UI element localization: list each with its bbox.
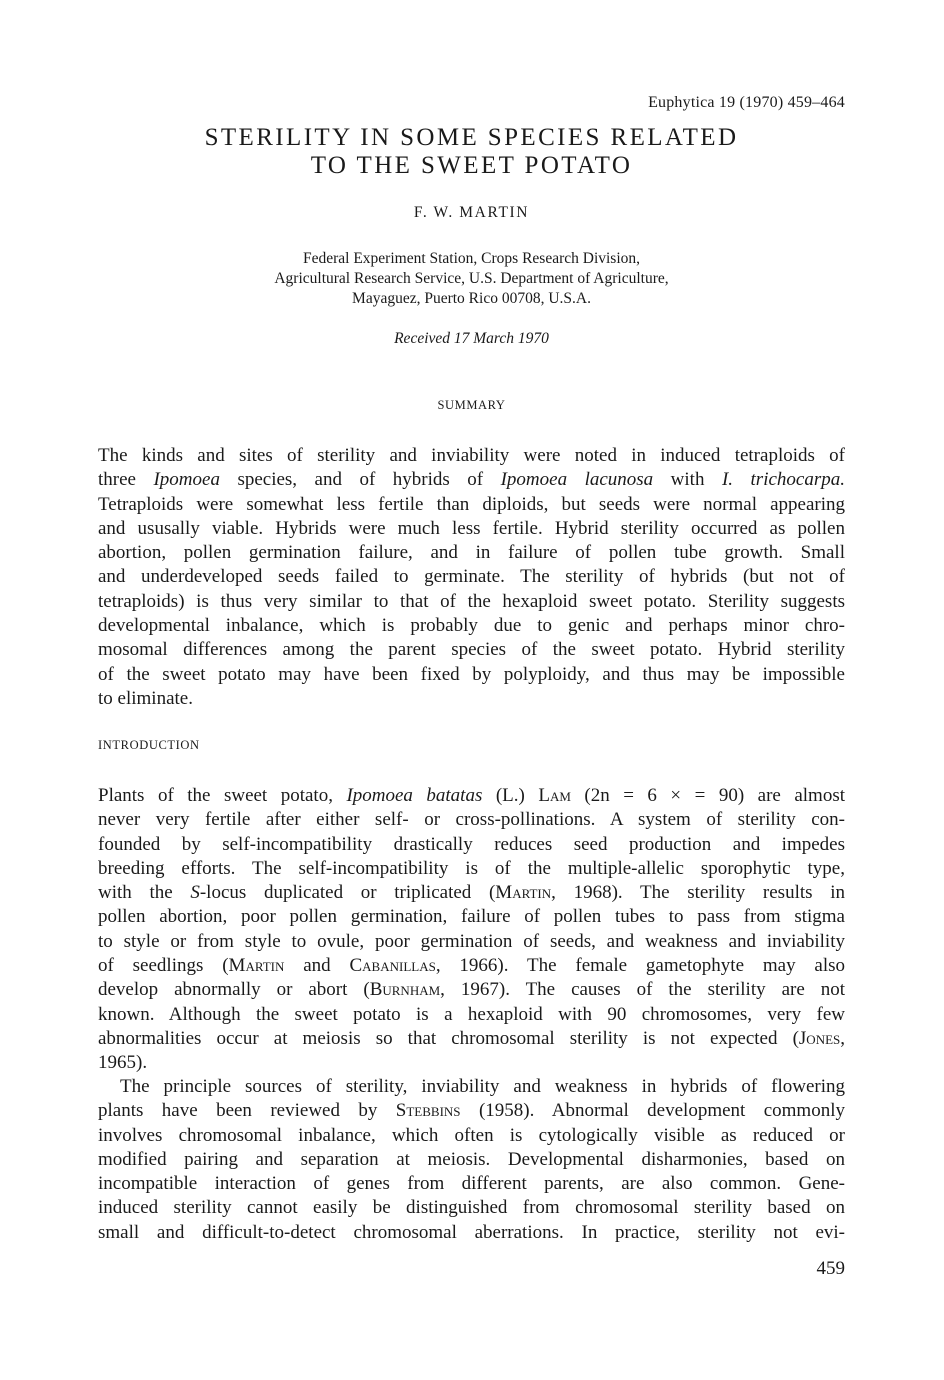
summary-paragraph [98,444,845,711]
text-line: induced sterility cannot easily be distinguished from chromosomal sterility based on [98,1197,845,1219]
text-line: modified pairing and separation at meiosis. Developmental disharmonies, based on [98,1148,845,1170]
text-line: breeding efforts. The self-incompatibility is of the multiple-allelic sporophytic type, [98,857,845,879]
text-line: 1965). [98,1052,148,1074]
introduction-paragraph-2 [98,1075,845,1245]
text-line: The principle sources of sterility, inviability and weakness in hybrids of flowering [120,1076,845,1097]
text-line: abnormalities occur at meiosis so that chromosomal sterility is not expected (Jones, [98,1027,845,1049]
text-line: abortion, pollen germination failure, and in failure of pollen tube growth. Small [98,542,845,564]
text-line: pollen abortion, poor pollen germination, failure of pollen tubes to pass from stigma [98,906,845,928]
affiliation-line-2: Agricultural Research Service, U.S. Department of Agriculture, [274,270,669,287]
summary-heading: SUMMARY [437,398,506,412]
text-line: incompatible interaction of genes from different parents, are also common. Gene- [98,1173,845,1195]
paper-page [98,0,845,1380]
article-title-line-2: TO THE SWEET POTATO [310,152,633,179]
introduction-paragraph-1 [98,784,845,1076]
text-line: three Ipomoea species, and of hybrids of Ipomoea lacunosa with I. trichocarpa. [98,469,845,491]
affiliation-line-3: Mayaguez, Puerto Rico 00708, U.S.A. [352,290,591,307]
text-line: and underdeveloped seeds failed to germinate. The sterility of hybrids (but not of [98,566,845,588]
text-line: known. Although the sweet potato is a hexaploid with 90 chromosomes, very few [98,1003,845,1025]
article-title-line-1: STERILITY IN SOME SPECIES RELATED [204,124,739,151]
affiliation-line-1: Federal Experiment Station, Crops Research Division, [302,250,641,267]
introduction-heading: INTRODUCTION [98,738,200,752]
text-line: and ususally viable. Hybrids were much less fertile. Hybrid sterility occurred as pollen [98,517,845,539]
text-line: tetraploids) is thus very similar to that of the hexaploid sweet potato. Sterility suggests [98,590,845,612]
text-line: plants have been reviewed by Stebbins (1958). Abnormal development commonly [98,1100,845,1122]
text-line: never very fertile after either self- or cross-pollinations. A system of sterility con- [98,809,845,831]
journal-reference: Euphytica 19 (1970) 459–464 [648,94,845,111]
text-line: Tetraploids were somewhat less fertile than diploids, but seeds were normal appearing [98,493,845,515]
text-line: developmental inbalance, which is probably due to genic and perhaps minor chro- [98,615,845,637]
page-number: 459 [816,1258,845,1279]
text-line: The kinds and sites of sterility and inviability were noted in induced tetraploids of [98,445,845,466]
text-line: small and difficult-to-detect chromosomal aberrations. In practice, sterility not evi- [98,1221,845,1243]
text-line: founded by self-incompatibility drastically reduces seed production and impedes [98,833,845,855]
received-date: Received 17 March 1970 [394,330,549,347]
text-line: develop abnormally or abort (Burnham, 1967). The causes of the sterility are not [98,979,845,1001]
author-affiliation [98,249,845,309]
text-line: of the sweet potato may have been fixed by polyploidy, and thus may be impossible [98,663,845,685]
text-line: mosomal differences among the parent species of the sweet potato. Hybrid sterility [98,639,845,661]
text-line: involves chromosomal inbalance, which often is cytologically visible as reduced or [98,1124,845,1146]
article-title [98,124,845,180]
text-line: with the S-locus duplicated or triplicated (Martin, 1968). The sterility results in [98,882,845,904]
text-line: of seedlings (Martin and Cabanillas, 1966). The female gametophyte may also [98,955,846,977]
text-line: Plants of the sweet potato, Ipomoea batatas (L.) Lam (2n = 6 × = 90) are almost [98,785,845,806]
text-line: to eliminate. [98,687,193,709]
author-name: F. W. MARTIN [413,204,530,221]
text-line: to style or from style to ovule, poor germination of seeds, and weakness and inviability [98,930,845,952]
